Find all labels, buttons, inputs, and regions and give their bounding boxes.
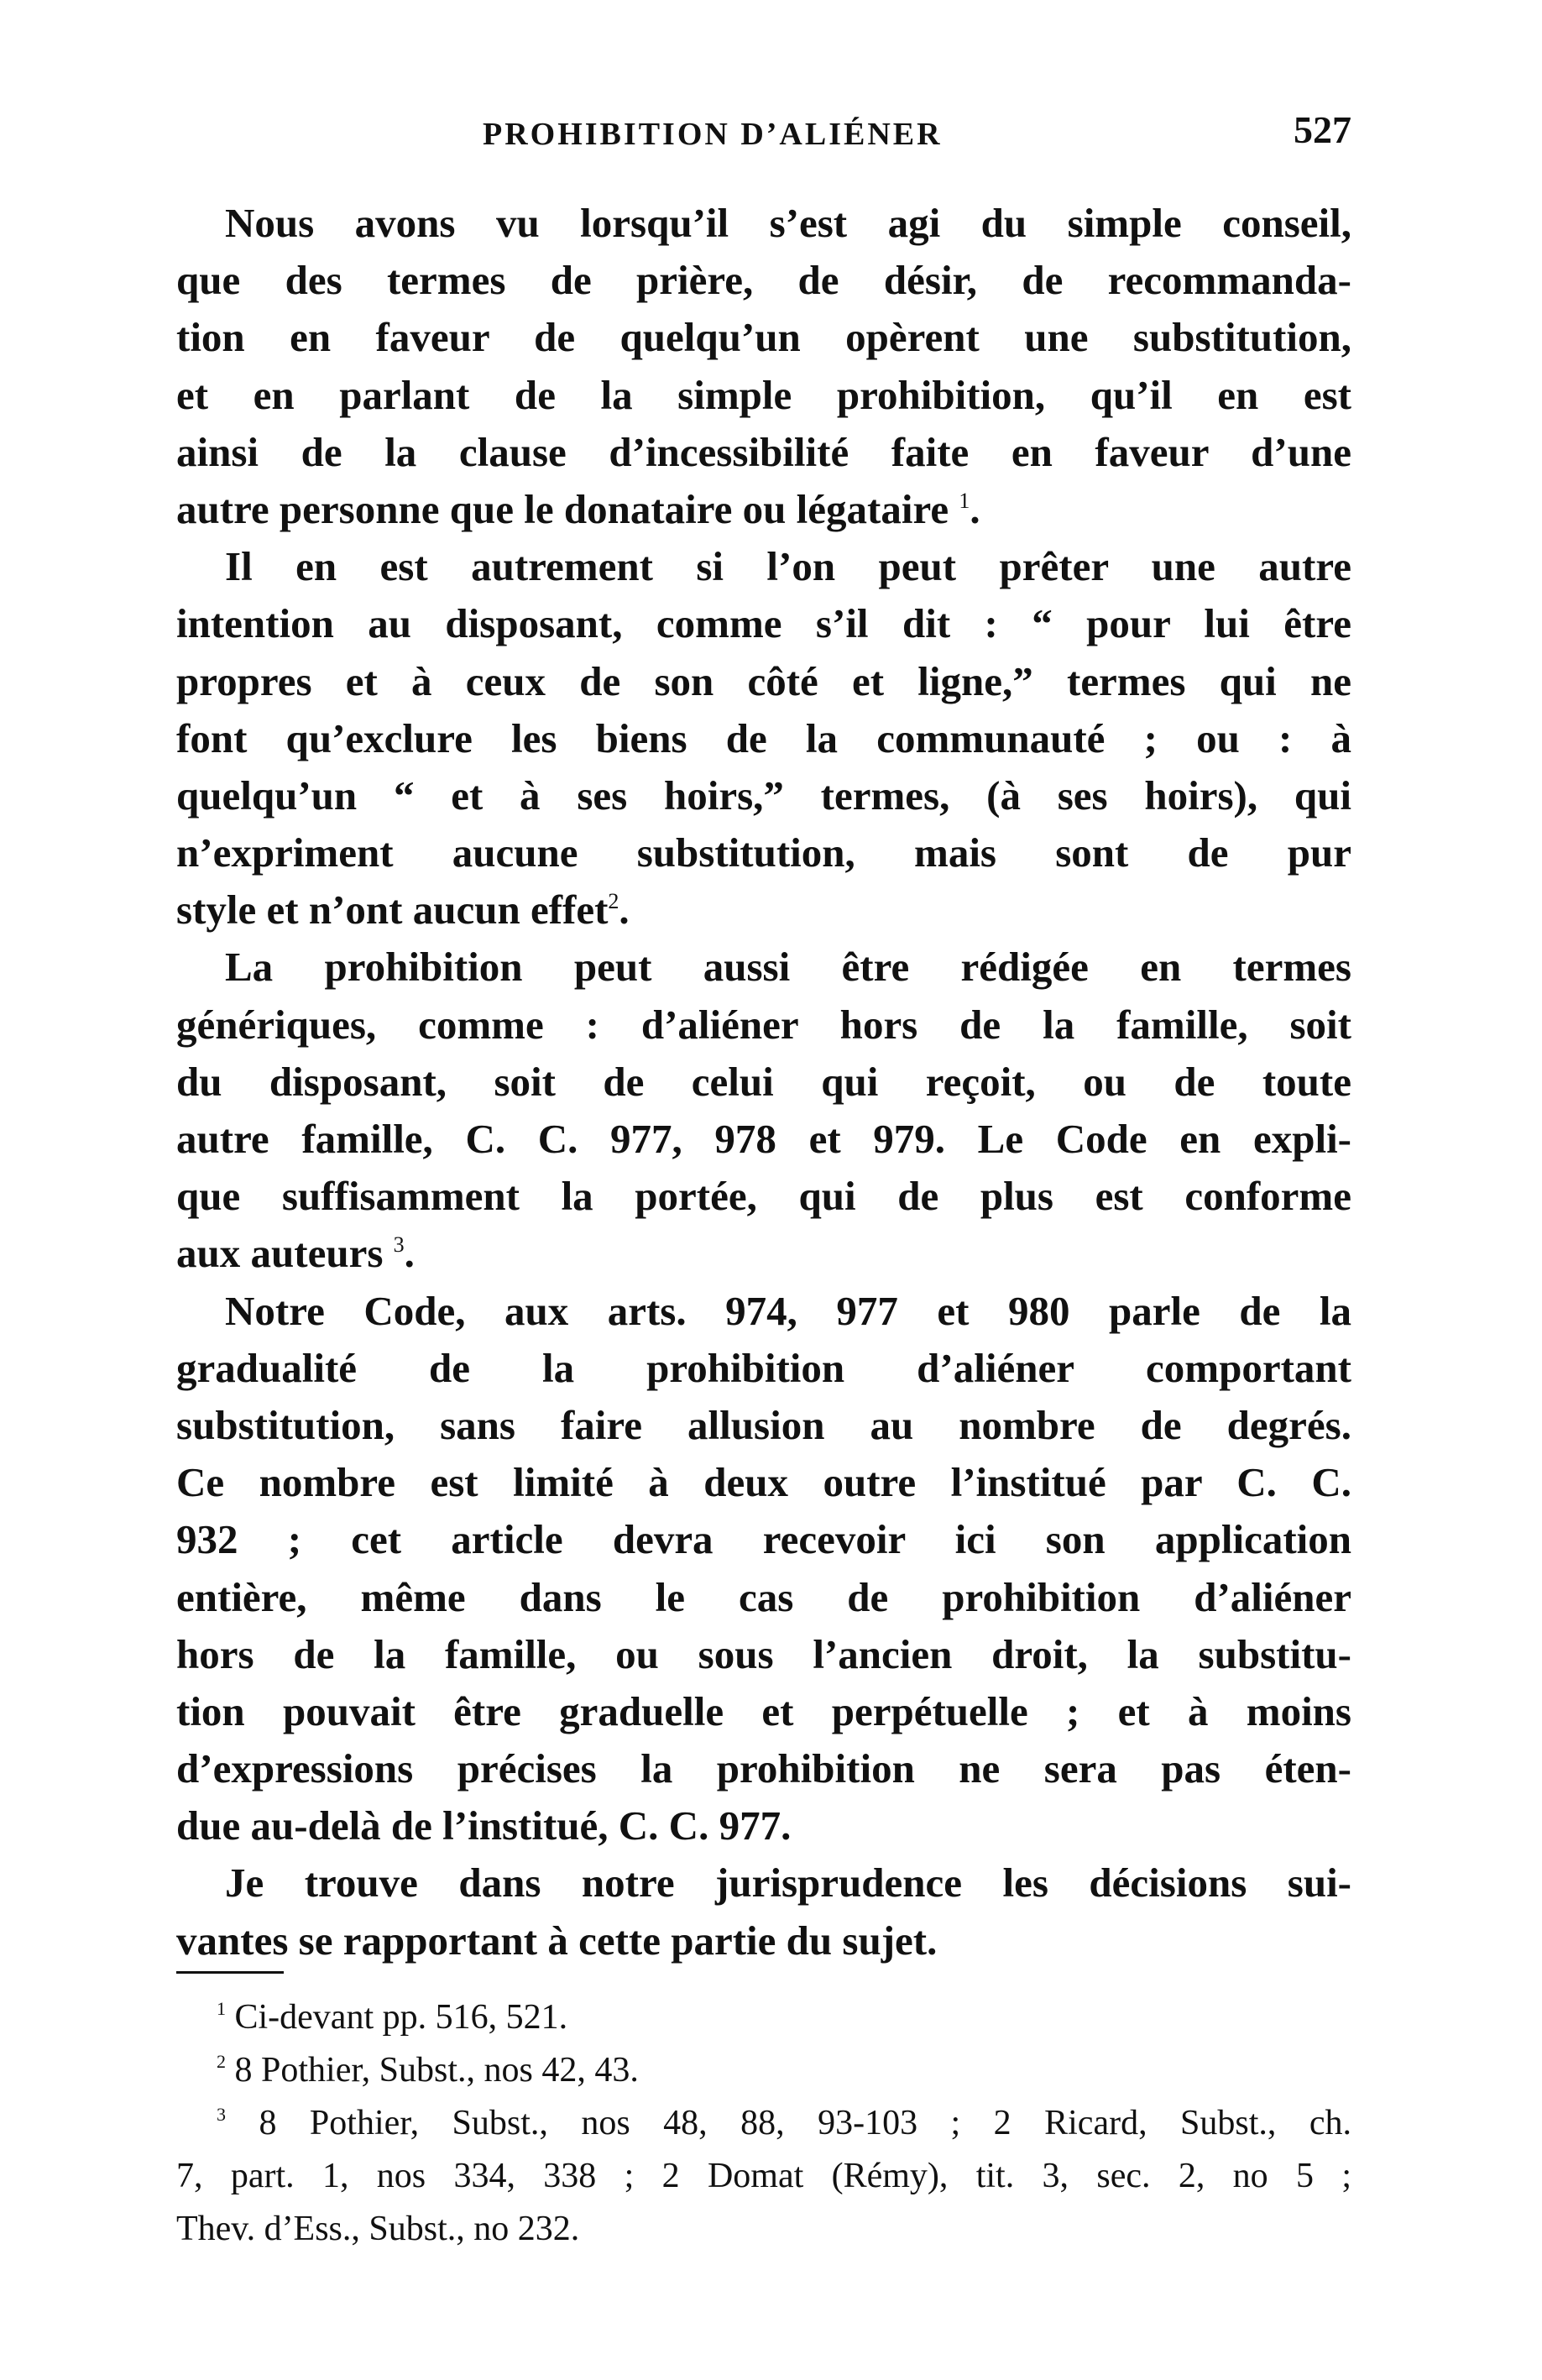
text-line: font qu’exclure les biens de la communauté ; ou : à (176, 714, 1351, 761)
footnote-continuation: 7, part. 1, nos 334, 338 ; 2 Domat (Rémy), tit. 3, sec. 2, no 5 ; (176, 2157, 1351, 2195)
footnote-text: Ci-devant pp. 516, 521. (234, 1998, 568, 2037)
main-text (176, 195, 1351, 1969)
line-text: style et n’ont aucun effet (176, 887, 609, 934)
footnote-mark: 3 (217, 2104, 226, 2125)
footnote-rule (176, 1971, 284, 1974)
paragraph (176, 1283, 1351, 1855)
footnote-text: 8 Pothier, Subst., nos 48, 88, 93-103 ; 2 Ricard, Subst., ch. (259, 2104, 1352, 2142)
text-line: Nous avons vu lorsqu’il s’est agi du simple conseil, (225, 200, 1351, 246)
text-line: Il en est autrement si l’on peut prêter une autre (225, 543, 1351, 590)
text-line: quelqu’un “ et à ses hoirs,” termes, (à ses hoirs), qui (176, 772, 1351, 819)
text-line: gradualité de la prohibition d’aliéner comportant (176, 1344, 1351, 1391)
paragraph (176, 538, 1351, 939)
footnote-text: 8 Pothier, Subst., nos 42, 43. (234, 2051, 639, 2090)
text-line-last (176, 481, 1351, 538)
line-text: aux auteurs (176, 1230, 384, 1277)
footnote (176, 1991, 1351, 2044)
text-line-last (176, 1225, 1351, 1282)
paragraph (176, 939, 1351, 1282)
text-line: Notre Code, aux arts. 974, 977 et 980 parle de la (225, 1287, 1351, 1334)
paragraph (176, 195, 1351, 538)
text-line-last (176, 881, 1351, 939)
text-line: autre famille, C. C. 977, 978 et 979. Le Code en expli- (176, 1116, 1351, 1162)
line-tail: . (619, 887, 630, 934)
text-line: substitution, sans faire allusion au nombre de degrés. (176, 1401, 1351, 1448)
footnote-ref: 2 (608, 889, 619, 914)
page-header (176, 107, 1351, 158)
line-text: autre personne que le donataire ou légataire (176, 485, 949, 532)
text-line: propres et à ceux de son côté et ligne,” termes qui ne (176, 657, 1351, 704)
text-line: tion pouvait être graduelle et perpétuelle ; et à moins (176, 1687, 1351, 1734)
text-line: Ce nombre est limité à deux outre l’institué par C. C. (176, 1459, 1351, 1506)
footnote-mark: 2 (217, 2051, 226, 2072)
text-line: d’expressions précises la prohibition ne sera pas éten- (176, 1745, 1351, 1792)
running-title: PROHIBITION D’ALIÉNER (483, 117, 943, 152)
text-line: hors de la famille, ou sous l’ancien droit, la substitu- (176, 1630, 1351, 1677)
text-line: entière, même dans le cas de prohibition d’aliéner (176, 1573, 1351, 1620)
page-number: 527 (1294, 108, 1351, 151)
text-line: du disposant, soit de celui qui reçoit, ou de toute (176, 1058, 1351, 1105)
text-line: 932 ; cet article devra recevoir ici son application (176, 1516, 1351, 1563)
text-line-last: due au-delà de l’institué, C. C. 977. (176, 1802, 792, 1849)
text-line: tion en faveur de quelqu’un opèrent une substitution, (176, 314, 1351, 361)
text-line: et en parlant de la simple prohibition, qu’il en est (176, 371, 1351, 418)
footnote (176, 2097, 1351, 2150)
footnote (176, 2044, 1351, 2097)
footnote-ref: 1 (959, 488, 970, 513)
footnote-ref: 3 (393, 1232, 405, 1258)
line-tail: . (404, 1230, 415, 1277)
text-line: ainsi de la clause d’incessibilité faite en faveur d’une (176, 428, 1351, 475)
footnote-continuation: Thev. d’Ess., Subst., no 232. (176, 2210, 580, 2248)
paragraph (176, 1854, 1351, 1969)
text-line: Je trouve dans notre jurisprudence les décisions sui- (225, 1860, 1351, 1907)
text-line: que des termes de prière, de désir, de recommanda- (176, 257, 1351, 304)
text-line: n’expriment aucune substitution, mais sont de pur (176, 829, 1351, 876)
text-line: que suffisamment la portée, qui de plus est conforme (176, 1173, 1351, 1220)
text-line: intention au disposant, comme s’il dit : “ pour lui être (176, 600, 1351, 647)
footnote-mark: 1 (217, 1998, 226, 2019)
line-tail: . (970, 485, 980, 532)
footnotes (176, 1991, 1351, 2256)
text-line: La prohibition peut aussi être rédigée en termes (225, 944, 1351, 991)
text-line-last: vantes se rapportant à cette partie du sujet. (176, 1917, 938, 1964)
text-line: génériques, comme : d’aliéner hors de la famille, soit (176, 1001, 1351, 1048)
